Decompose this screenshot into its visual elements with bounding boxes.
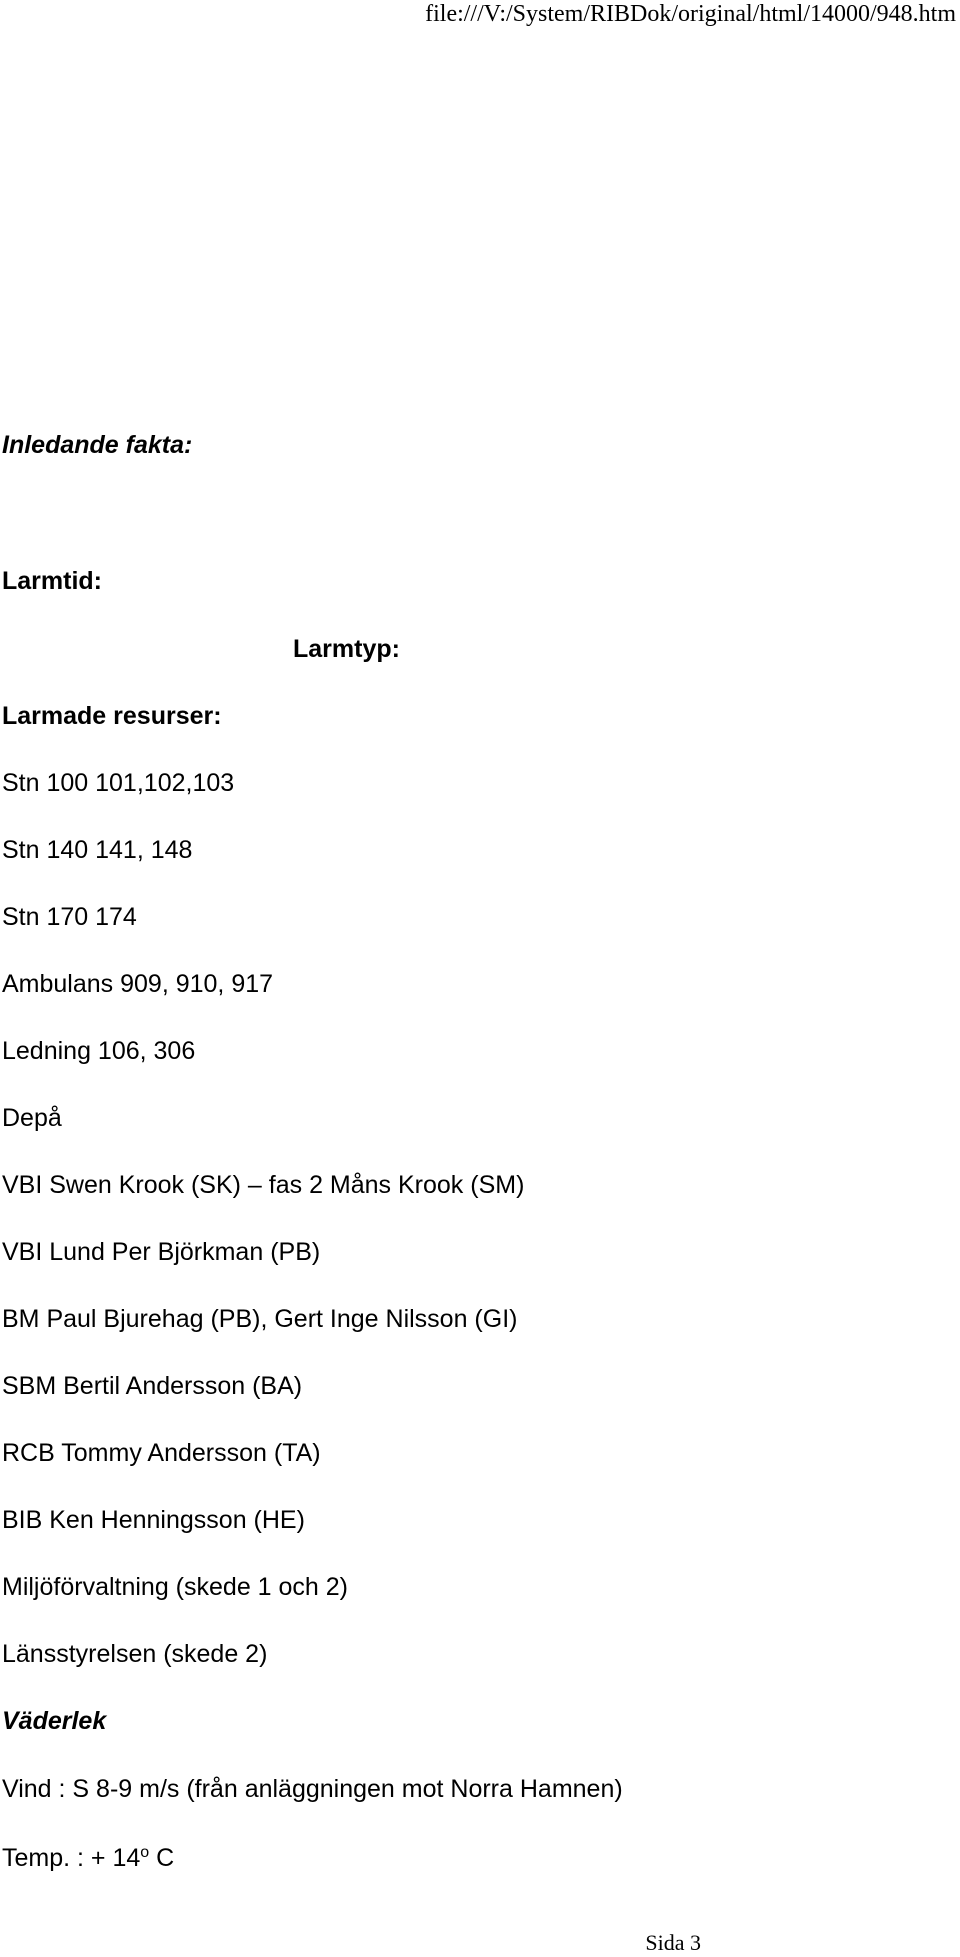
section-title: Inledande fakta: <box>2 431 193 459</box>
page-number: Sida 3 <box>645 1930 701 1955</box>
temp-unit: C <box>149 1844 175 1872</box>
resource-item: Stn 170 174 <box>2 903 137 931</box>
larmtyp-label: Larmtyp: <box>293 635 400 663</box>
resource-item: SBM Bertil Andersson (BA) <box>2 1372 303 1400</box>
resource-item: VBI Lund Per Björkman (PB) <box>2 1238 321 1266</box>
larmtid-label: Larmtid: <box>2 567 102 595</box>
temp-line <box>2 1843 174 1873</box>
resources-heading: Larmade resurser: <box>2 702 222 730</box>
wind-line: Vind : S 8-9 m/s (från anläggningen mot Norra Hamnen) <box>2 1775 623 1803</box>
resource-item: Stn 100 101,102,103 <box>2 769 235 797</box>
resource-item: BM Paul Bjurehag (PB), Gert Inge Nilsson (GI) <box>2 1305 518 1333</box>
resource-item: Stn 140 141, 148 <box>2 836 193 864</box>
file-url-header: file:///V:/System/RIBDok/original/html/14000/948.htm <box>425 1 956 27</box>
temp-value: Temp. : + 14 <box>2 1844 141 1872</box>
resource-item: RCB Tommy Andersson (TA) <box>2 1439 321 1467</box>
resource-item: VBI Swen Krook (SK) – fas 2 Måns Krook (SM) <box>2 1171 525 1199</box>
weather-heading: Väderlek <box>2 1707 107 1735</box>
degree-symbol: o <box>140 1844 150 1861</box>
resource-item: Länsstyrelsen (skede 2) <box>2 1640 268 1668</box>
resource-item: Depå <box>2 1104 62 1132</box>
resource-item: Ledning 106, 306 <box>2 1037 196 1065</box>
resource-item: Miljöförvaltning (skede 1 och 2) <box>2 1573 348 1601</box>
resource-item: BIB Ken Henningsson (HE) <box>2 1506 305 1534</box>
resource-item: Ambulans 909, 910, 917 <box>2 970 274 998</box>
